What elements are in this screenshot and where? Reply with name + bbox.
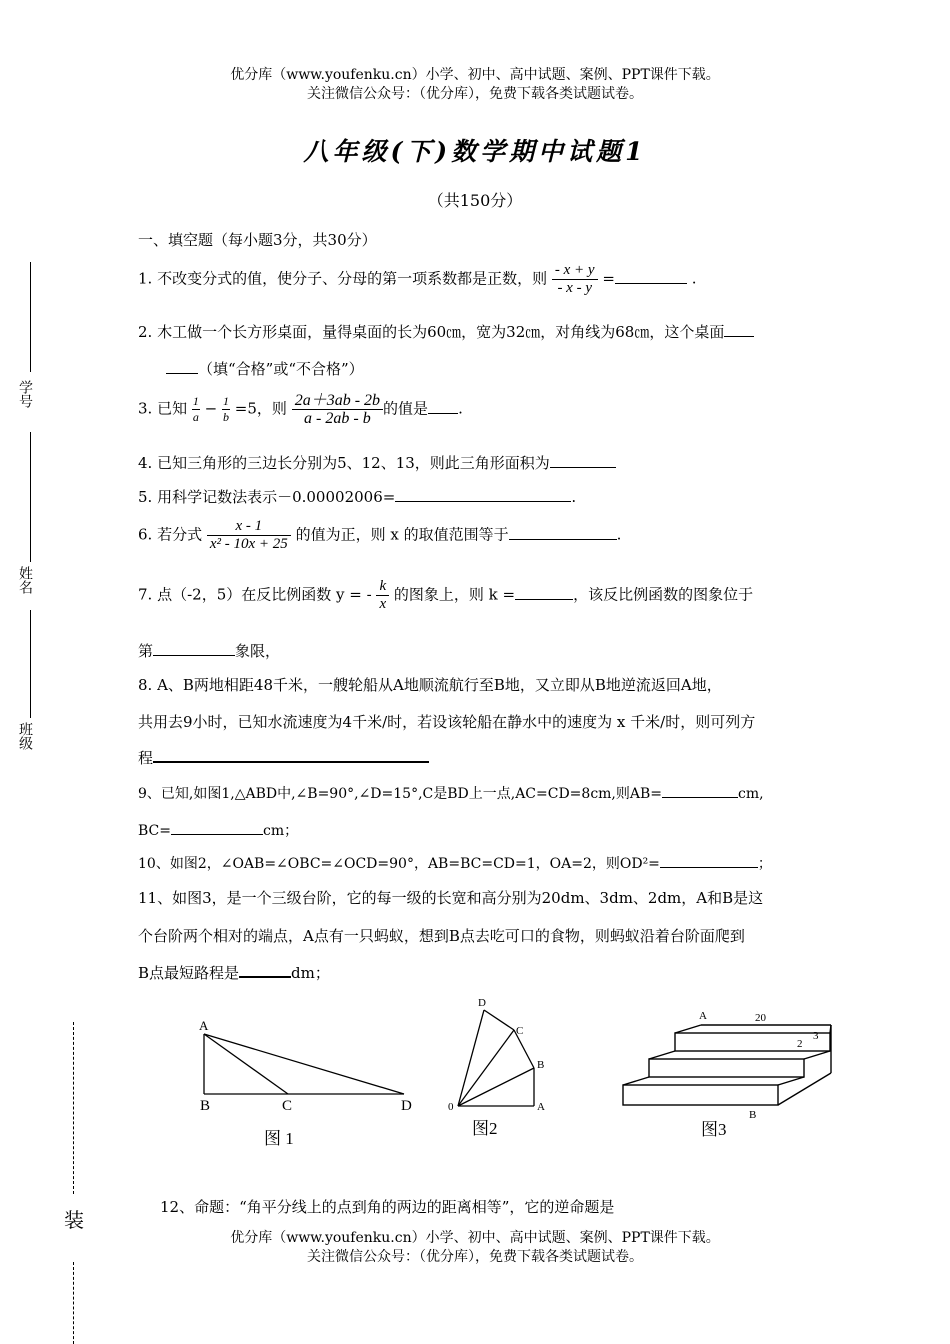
- question-9-line-1: 9、已知,如图1,△ABD中,∠B=90°,∠D=15°,C是BD上一点,AC=CD=8cm,则AB= cm,: [138, 783, 764, 803]
- binding-line: [30, 610, 31, 718]
- student-id-label: 学号: [17, 380, 33, 408]
- q7-fraction: $\frac{k}{x}$: [376, 578, 389, 613]
- question-7-line-2: 第 象限，: [138, 642, 281, 660]
- question-2-line-2: （填“合格”或“不合格”）: [166, 358, 364, 379]
- q10-answer-blank[interactable]: [660, 853, 758, 868]
- figure-1-triangle: [190, 1010, 430, 1150]
- question-2-line-1: 2. 木工做一个长方形桌面，量得桌面的长为60㎝，宽为32㎝，对角线为68㎝，这个桌面: [138, 321, 754, 342]
- footer-line-1: 优分库（www.youfenku.cn）小学、初中、高中试题、案例、PPT课件下载。: [230, 1230, 720, 1246]
- question-8-line-3: 程: [138, 747, 429, 768]
- binding-mark: 装: [64, 1208, 84, 1232]
- q9-answer-blank-bc[interactable]: [171, 820, 263, 835]
- q5-answer-blank[interactable]: [395, 487, 571, 502]
- q1-answer-blank[interactable]: [615, 269, 687, 284]
- side-ad: [204, 1034, 404, 1094]
- header-line-2: 关注微信公众号：（优分库），免费下载各类试题试卷。: [307, 86, 643, 102]
- section-heading: 一、填空题（每小题3分，共30分）: [138, 231, 377, 249]
- q6-fraction: $\frac{x - 1}{\text{x² - 10x + 25}}$: [207, 518, 291, 553]
- figure-2-caption: 图2: [472, 1119, 498, 1138]
- label-b: B: [749, 1109, 757, 1121]
- question-11-line-2: 个台阶两个相对的端点，A点有一只蚂蚁，想到B点去吃可口的食物，则蚂蚁沿着台阶面爬到: [138, 927, 745, 945]
- label-d: D: [478, 997, 486, 1009]
- total-score: （共150分）: [427, 191, 523, 210]
- question-12: 12、命题：“角平分线上的点到角的两边的距离相等”，它的逆命题是: [160, 1198, 615, 1216]
- label-d: D: [401, 1098, 412, 1114]
- class-label: 班级: [17, 722, 33, 750]
- question-3: 3. 已知 $\frac{1}{a}$ − $\frac{1}{b}$ =5，则 $\frac{2a+3ab - 2b}{a - 2ab - b}$ 的值是 .: [138, 392, 463, 427]
- q8-answer-blank[interactable]: [153, 747, 429, 763]
- label-a: A: [699, 1010, 707, 1022]
- label-b: B: [200, 1098, 211, 1114]
- label-c: C: [516, 1025, 524, 1037]
- q9-answer-blank-ab[interactable]: [662, 783, 738, 798]
- label-width: 3: [813, 1030, 819, 1042]
- question-9-line-2: BC= cm；: [138, 820, 298, 840]
- binding-line: [30, 262, 31, 372]
- question-6: 6. 若分式 $\frac{x - 1}{\text{x² - 10x + 25}}$ 的值为正，则 x 的取值范围等于 .: [138, 518, 622, 552]
- q2-answer-blank-a[interactable]: [724, 322, 754, 337]
- label-c: C: [282, 1098, 293, 1114]
- question-8-line-1: 8. A、B两地相距48千米，一艘轮船从A地顺流航行至B地，又立即从B地逆流返回A地，: [138, 676, 722, 694]
- binding-dashed-line: [73, 1022, 74, 1194]
- figure-3-stairs: [615, 1005, 845, 1140]
- figure-3-caption: 图3: [701, 1120, 727, 1139]
- question-4: 4. 已知三角形的三边长分别为5、12、13，则此三角形面积为: [138, 452, 616, 473]
- header-line-1: 优分库（www.youfenku.cn）小学、初中、高中试题、案例、PPT课件下载。: [230, 67, 720, 83]
- label-height: 2: [797, 1038, 803, 1050]
- figure-2-spiral: [440, 990, 560, 1140]
- label-b: B: [537, 1059, 545, 1071]
- label-a: A: [199, 1018, 209, 1033]
- footer-line-2: 关注微信公众号：（优分库），免费下载各类试题试卷。: [307, 1249, 643, 1265]
- label-o: 0: [448, 1101, 454, 1113]
- q3-answer-blank[interactable]: [428, 399, 458, 414]
- question-10: 10、如图2，∠OAB=∠OBC=∠OCD=90°，AB=BC=CD=1，OA=2，则OD²= ；: [138, 853, 772, 873]
- q6-answer-blank[interactable]: [509, 525, 617, 540]
- q11-answer-blank[interactable]: [239, 962, 291, 978]
- q7-answer-blank-quadrant[interactable]: [153, 641, 235, 656]
- question-7-line-1: 7. 点（-2，5）在反比例函数 y = - $\frac{k}{x}$ 的图象上，则 k = ，该反比例函数的图象位于: [138, 578, 754, 612]
- binding-dashed-line: [73, 1262, 74, 1344]
- q3-fraction: $\frac{2a+3ab - 2b}{a - 2ab - b}$: [292, 392, 383, 427]
- question-8-line-2: 共用去9小时，已知水流速度为4千米/时，若设该轮船在静水中的速度为 x 千米/时，则可列方: [138, 713, 756, 731]
- question-5: 5. 用科学记数法表示－0.00002006= .: [138, 488, 577, 506]
- question-11-line-3: B点最短路程是 dm；: [138, 964, 330, 982]
- name-label: 姓名: [17, 566, 33, 594]
- q2-answer-blank-b[interactable]: [166, 359, 198, 374]
- question-11-line-1: 11、如图3，是一个三级台阶，它的每一级的长宽和高分别为20dm、3dm、2dm，A和B是这: [138, 889, 764, 907]
- page-title: 八年级(下)数学期中试题1: [303, 137, 647, 166]
- question-1: 1. 不改变分式的值，使分子、分母的第一项系数都是正数，则 $\frac{- x + y}{- x - y}$ = .: [138, 262, 697, 296]
- segment-ac: [204, 1034, 288, 1094]
- q1-fraction: $\frac{- x + y}{- x - y}$: [552, 262, 598, 297]
- binding-line: [30, 432, 31, 562]
- q7-answer-blank-k[interactable]: [515, 585, 573, 600]
- label-length: 20: [755, 1012, 766, 1024]
- figure-1-caption: 图 1: [264, 1129, 294, 1148]
- q4-answer-blank[interactable]: [550, 453, 616, 468]
- label-a: A: [537, 1101, 545, 1113]
